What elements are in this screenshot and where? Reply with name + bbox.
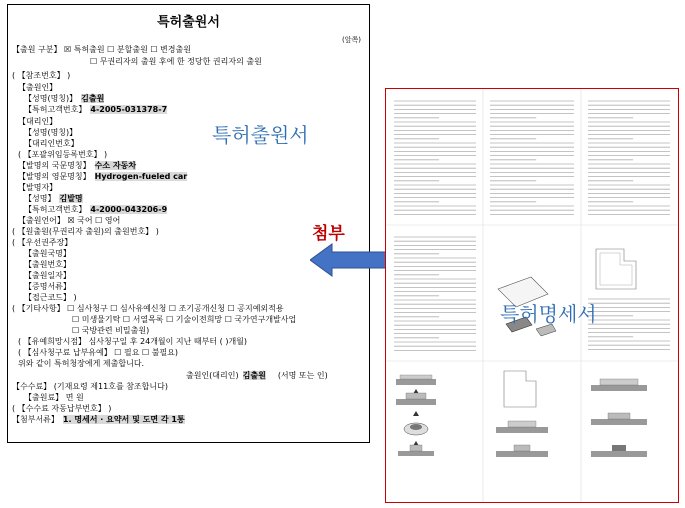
form-line: [24, 194, 83, 204]
application-form-label: 특허출원서: [212, 123, 309, 147]
specification-pages: [386, 89, 678, 502]
form-line-value: 김출원: [242, 371, 266, 380]
form-line: [18, 161, 136, 171]
form-line: [18, 83, 57, 93]
form-line-value: 김출원: [81, 94, 105, 103]
form-line-text: 【성명(명칭)】: [24, 94, 78, 103]
form-line-value: Hydrogen-fueled car: [94, 172, 188, 181]
form-line-text: ( 【수수료 자동납부번호】 ): [12, 404, 112, 413]
form-line: [12, 304, 284, 314]
form-line-text: ☐ 국방관련 비밀출원): [72, 326, 150, 335]
form-line-text: ( 【참조번호】 ): [12, 71, 71, 80]
form-line-text: 위와 같이 특허청장에게 제출합니다.: [18, 359, 145, 368]
form-line: [18, 150, 107, 160]
form-line-text: ☐ 무권리자의 출원 후에 한 정당한 권리자의 출원: [90, 57, 262, 66]
form-line: [24, 260, 71, 270]
form-line: [12, 45, 191, 55]
form-line-text: 【출원료】 면 원: [24, 393, 84, 402]
form-line-tail: (서명 또는 인): [277, 371, 328, 380]
form-line-value: 1. 명세서 · 요약서 및 도면 각 1통: [62, 415, 185, 424]
form-line-text: 【대리인번호】: [24, 139, 79, 148]
form-line: [24, 105, 167, 115]
form-line-text: ( 【유예희망시점】 심사청구일 후 24개월이 지난 때부터 ( )개월): [18, 337, 248, 346]
form-line: [24, 205, 167, 215]
form-line-text: 【성명(명칭)】: [24, 128, 78, 137]
form-line-text: 【출원 구분】 ☒ 특허출원 ☐ 분할출원 ☐ 변경출원: [12, 45, 191, 54]
form-line: [24, 94, 104, 104]
form-line-value: 4-2000-043206-9: [90, 205, 168, 214]
form-line: [24, 271, 71, 281]
form-line: [12, 238, 72, 248]
form-line-text: 【발명자】: [18, 183, 58, 192]
form-line-text: 【성명】: [24, 194, 56, 203]
patent-specification: [385, 88, 679, 503]
form-line: [12, 382, 168, 392]
drawing-panel-part: [496, 371, 548, 457]
form-line: [24, 128, 77, 138]
form-line-text: ☐ 미생물기탁 ☐ 서열목록 ☐ 기술이전희망 ☐ 국가연구개발사업: [72, 315, 297, 324]
form-line-text: 【접근코드】 ): [24, 293, 77, 302]
form-line-text: 【수수료】 (기재요령 제11호를 참조합니다): [12, 382, 168, 391]
form-line-text: 【출원번호】: [24, 260, 71, 269]
form-line: [18, 117, 57, 127]
attach-label: 첨부: [312, 224, 345, 244]
form-line: [12, 71, 70, 81]
attach-arrow: [310, 243, 390, 277]
form-line-text: 【출원인】: [18, 83, 58, 92]
form-line-text: 【출원언어】 ☒ 국어 ☐ 영어: [18, 216, 121, 225]
form-line-value: 4-2005-031378-7: [90, 105, 168, 114]
form-line: [18, 348, 178, 358]
form-line: [24, 139, 79, 149]
form-line: [18, 183, 57, 193]
form-line-text: 【출원국명】: [24, 249, 71, 258]
form-line-text: 【발명의 국문명칭】: [18, 161, 91, 170]
form-line-text: ( 【원출원(무권리자 출원)의 출원번호】 ): [12, 227, 159, 236]
form-line-text: ( 【우선권주장】: [12, 238, 73, 247]
form-line-text: 【증명서류】: [24, 282, 71, 291]
form-line-text: 【대리인】: [18, 117, 58, 126]
form-line-text: 【발명의 영문명칭】: [18, 172, 91, 181]
form-line: [12, 415, 185, 425]
form-line-text: ( 【심사청구료 납부유예】 ☐ 필요 ☐ 불필요): [18, 348, 179, 357]
form-line: [90, 57, 262, 67]
form-line-text: 【출원일자】: [24, 271, 71, 280]
form-line-text: ( 【포괄위임등록번호】 ): [18, 150, 108, 159]
form-line: [24, 293, 77, 303]
specification-label: 특허명세서: [500, 302, 597, 326]
form-line: [72, 326, 149, 336]
form-title: 특허출원서: [157, 15, 220, 30]
form-line-text: 【첨부서류】: [12, 415, 59, 424]
form-line-text: 【특허고객번호】: [24, 105, 87, 114]
form-line: [24, 393, 84, 403]
form-line: [12, 404, 111, 414]
form-line-text: ( 【기타사항】 ☐ 심사청구 ☐ 심사유예신청 ☐ 조기공개신청 ☐ 공지예외적용: [12, 304, 284, 313]
form-line: [12, 227, 159, 237]
drawing-panel-side: [591, 379, 647, 457]
drawing-panel-outline: [596, 249, 636, 289]
form-line: [18, 337, 247, 347]
form-line: [186, 371, 328, 381]
form-line-text: 출원인(대리인): [186, 371, 239, 380]
form-line: [18, 359, 144, 369]
form-line: [18, 216, 120, 226]
form-line: [72, 315, 296, 325]
form-corner-note: (앞쪽): [342, 36, 361, 44]
form-line: [24, 249, 71, 259]
form-line-text: 【특허고객번호】: [24, 205, 87, 214]
form-line-value: 김발명: [59, 194, 83, 203]
form-line-value: 수소 자동차: [94, 161, 137, 170]
form-line: [18, 172, 187, 182]
drawing-panel-steps: [396, 375, 436, 456]
form-line: [24, 282, 71, 292]
